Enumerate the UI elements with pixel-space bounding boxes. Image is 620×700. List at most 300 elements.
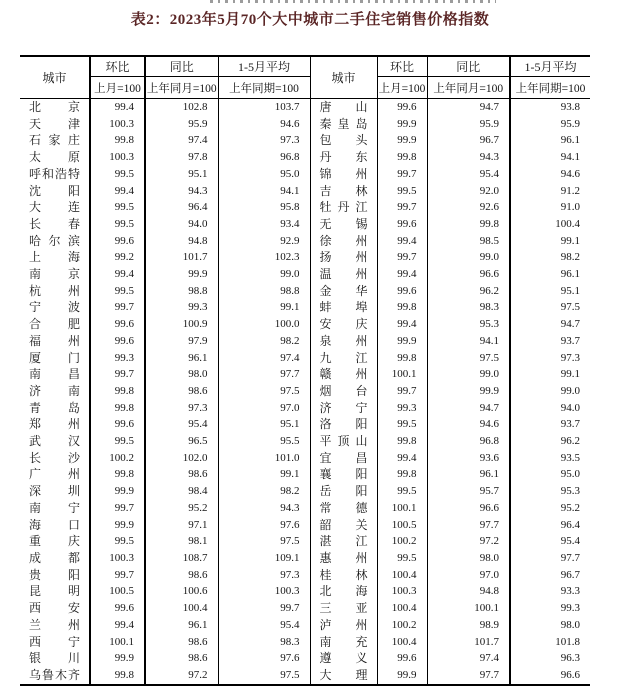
mom-value-cell: 100.1 — [377, 366, 427, 383]
mom-value-cell: 99.6 — [377, 283, 427, 300]
mom-value-cell: 100.5 — [377, 517, 427, 534]
mom-value-cell: 99.9 — [90, 483, 145, 500]
mom-value-cell: 99.9 — [377, 116, 427, 133]
yoy-value-cell: 97.1 — [145, 517, 218, 534]
mom-value-cell: 99.8 — [90, 667, 145, 685]
table-row — [20, 483, 590, 500]
table-row — [20, 216, 590, 233]
avg-value-cell: 97.5 — [218, 383, 310, 400]
avg-value-cell: 98.3 — [218, 634, 310, 651]
mom-value-cell: 100.1 — [90, 634, 145, 651]
yoy-value-cell: 95.9 — [145, 116, 218, 133]
avg-column-header-right: 1-5月平均 — [510, 56, 590, 77]
mom-value-cell: 99.6 — [90, 233, 145, 250]
avg-value-cell: 97.5 — [560, 301, 580, 314]
price-index-table — [20, 55, 590, 686]
city-cell: 北京 — [20, 99, 90, 116]
yoy-value-cell: 95.3 — [427, 316, 510, 333]
yoy-value-cell: 98.6 — [145, 567, 218, 584]
city-cell: 泸州 — [310, 617, 377, 634]
avg-value-cell: 97.3 — [560, 351, 580, 364]
avg-value-cell: 95.3 — [560, 485, 580, 498]
avg-base-label-left: 上年同期=100 — [218, 77, 310, 99]
yoy-value-cell: 97.2 — [145, 667, 218, 685]
city-cell: 烟台 — [310, 383, 377, 400]
mom-value-cell: 100.5 — [90, 583, 145, 600]
mom-value-cell: 99.4 — [90, 266, 145, 283]
mom-value-cell: 99.9 — [90, 517, 145, 534]
table-row — [20, 500, 590, 517]
avg-value-cell: 94.7 — [560, 318, 580, 331]
avg-value-cell: 91.0 — [560, 201, 580, 214]
yoy-value-cell: 97.5 — [427, 350, 510, 367]
city-cell: 银川 — [20, 650, 90, 667]
city-cell: 南充 — [310, 634, 377, 651]
city-cell: 徐州 — [310, 233, 377, 250]
cropped-text-fragment — [210, 0, 496, 3]
city-cell: 呼和浩特 — [20, 166, 90, 183]
city-cell: 济南 — [20, 383, 90, 400]
avg-value-cell: 97.7 — [218, 366, 310, 383]
mom-value-cell: 99.6 — [90, 333, 145, 350]
yoy-value-cell: 97.7 — [427, 517, 510, 534]
yoy-value-cell: 98.0 — [145, 366, 218, 383]
city-cell: 深圳 — [20, 483, 90, 500]
yoy-value-cell: 94.7 — [427, 99, 510, 116]
yoy-value-cell: 96.7 — [427, 132, 510, 149]
avg-base-label-right: 上年同期=100 — [510, 77, 590, 99]
avg-value-cell: 94.6 — [560, 167, 580, 180]
yoy-value-cell: 94.8 — [427, 583, 510, 600]
mom-value-cell: 100.3 — [90, 550, 145, 567]
city-cell: 温州 — [310, 266, 377, 283]
yoy-value-cell: 98.6 — [145, 383, 218, 400]
avg-value-cell: 93.7 — [560, 334, 580, 347]
avg-value-cell: 97.6 — [218, 650, 310, 667]
city-cell: 秦皇岛 — [310, 116, 377, 133]
mom-value-cell: 99.9 — [377, 333, 427, 350]
mom-value-cell: 99.9 — [377, 132, 427, 149]
yoy-value-cell: 99.0 — [427, 249, 510, 266]
yoy-value-cell: 98.6 — [145, 650, 218, 667]
city-cell: 九江 — [310, 350, 377, 367]
table-row — [20, 132, 590, 149]
mom-base-label-right: 上月=100 — [377, 77, 427, 99]
table-row — [20, 116, 590, 133]
mom-value-cell: 99.5 — [90, 533, 145, 550]
yoy-value-cell: 94.0 — [145, 216, 218, 233]
avg-value-cell: 93.5 — [560, 451, 580, 464]
yoy-value-cell: 96.1 — [145, 350, 218, 367]
table-header — [20, 56, 590, 99]
table-row — [20, 299, 590, 316]
table-row — [20, 233, 590, 250]
mom-value-cell: 99.8 — [377, 299, 427, 316]
mom-value-cell: 99.8 — [377, 433, 427, 450]
city-cell: 合肥 — [20, 316, 90, 333]
table-row — [20, 533, 590, 550]
mom-value-cell: 100.2 — [377, 533, 427, 550]
city-cell: 大理 — [310, 667, 377, 685]
mom-value-cell: 100.2 — [90, 450, 145, 467]
city-cell: 海口 — [20, 517, 90, 534]
city-cell: 乌鲁木齐 — [20, 667, 90, 685]
city-cell: 三亚 — [310, 600, 377, 617]
city-cell: 重庆 — [20, 533, 90, 550]
yoy-value-cell: 99.3 — [145, 299, 218, 316]
yoy-value-cell: 95.2 — [145, 500, 218, 517]
city-cell: 昆明 — [20, 583, 90, 600]
avg-value-cell: 94.1 — [218, 183, 310, 200]
city-cell: 安庆 — [310, 316, 377, 333]
avg-column-header-left: 1-5月平均 — [218, 56, 310, 77]
city-cell: 牡丹江 — [310, 199, 377, 216]
mom-value-cell: 99.5 — [90, 283, 145, 300]
avg-value-cell: 103.7 — [218, 99, 310, 116]
yoy-value-cell: 98.9 — [427, 617, 510, 634]
yoy-value-cell: 98.0 — [427, 550, 510, 567]
mom-value-cell: 99.5 — [90, 166, 145, 183]
avg-value-cell: 99.7 — [218, 600, 310, 617]
mom-value-cell: 99.4 — [90, 617, 145, 634]
yoy-value-cell: 97.4 — [427, 650, 510, 667]
avg-value-cell: 100.4 — [555, 217, 580, 230]
table-row — [20, 350, 590, 367]
city-column-header-left: 城市 — [20, 56, 90, 99]
avg-value-cell: 98.8 — [218, 283, 310, 300]
mom-value-cell: 99.8 — [90, 132, 145, 149]
header-row-groups — [20, 56, 590, 77]
yoy-value-cell: 99.9 — [427, 383, 510, 400]
page-title: 表2：2023年5月70个大中城市二手住宅销售价格指数 — [130, 12, 490, 28]
city-cell: 上海 — [20, 249, 90, 266]
avg-value-cell: 97.6 — [218, 517, 310, 534]
avg-value-cell: 97.7 — [560, 551, 580, 564]
yoy-value-cell: 98.6 — [145, 466, 218, 483]
mom-value-cell: 99.5 — [377, 183, 427, 200]
city-cell: 天津 — [20, 116, 90, 133]
mom-column-header-left: 环比 — [90, 56, 145, 77]
yoy-value-cell: 99.9 — [145, 266, 218, 283]
table-row — [20, 450, 590, 467]
city-cell: 韶关 — [310, 517, 377, 534]
yoy-value-cell: 100.1 — [427, 600, 510, 617]
mom-value-cell: 100.4 — [377, 600, 427, 617]
yoy-column-header-left: 同比 — [145, 56, 218, 77]
yoy-value-cell: 98.1 — [145, 533, 218, 550]
yoy-value-cell: 94.8 — [145, 233, 218, 250]
mom-value-cell: 99.4 — [377, 233, 427, 250]
avg-value-cell: 95.4 — [218, 617, 310, 634]
yoy-value-cell: 98.5 — [427, 233, 510, 250]
avg-value-cell: 98.0 — [560, 618, 580, 631]
mom-value-cell: 99.5 — [377, 483, 427, 500]
mom-value-cell: 99.7 — [90, 366, 145, 383]
yoy-value-cell: 95.9 — [427, 116, 510, 133]
table-row — [20, 550, 590, 567]
yoy-value-cell: 96.6 — [427, 266, 510, 283]
yoy-value-cell: 97.0 — [427, 567, 510, 584]
table-row — [20, 667, 590, 685]
table-row — [20, 249, 590, 266]
avg-value-cell: 96.8 — [218, 149, 310, 166]
yoy-value-cell: 98.3 — [427, 299, 510, 316]
avg-value-cell: 96.7 — [560, 568, 580, 581]
yoy-value-cell: 94.7 — [427, 400, 510, 417]
mom-value-cell: 99.6 — [377, 216, 427, 233]
avg-value-cell: 96.2 — [560, 435, 580, 448]
avg-value-cell: 99.3 — [560, 602, 580, 615]
city-cell: 哈尔滨 — [20, 233, 90, 250]
city-column-header-right: 城市 — [310, 56, 377, 99]
table-row — [20, 266, 590, 283]
table-row — [20, 166, 590, 183]
yoy-value-cell: 96.1 — [427, 466, 510, 483]
city-cell: 包头 — [310, 132, 377, 149]
yoy-column-header-right: 同比 — [427, 56, 510, 77]
avg-value-cell: 97.5 — [218, 667, 310, 685]
mom-value-cell: 100.3 — [377, 583, 427, 600]
table-row — [20, 99, 590, 116]
mom-value-cell: 100.1 — [377, 500, 427, 517]
mom-value-cell: 99.7 — [377, 199, 427, 216]
yoy-value-cell: 96.2 — [427, 283, 510, 300]
city-cell: 沈阳 — [20, 183, 90, 200]
yoy-value-cell: 100.9 — [145, 316, 218, 333]
city-cell: 兰州 — [20, 617, 90, 634]
yoy-value-cell: 95.1 — [145, 166, 218, 183]
mom-value-cell: 100.4 — [377, 567, 427, 584]
city-cell: 福州 — [20, 333, 90, 350]
avg-value-cell: 96.4 — [560, 518, 580, 531]
avg-value-cell: 91.2 — [560, 184, 580, 197]
table-row — [20, 199, 590, 216]
mom-value-cell: 99.8 — [377, 350, 427, 367]
avg-value-cell: 97.5 — [218, 533, 310, 550]
yoy-value-cell: 96.4 — [145, 199, 218, 216]
mom-value-cell: 99.7 — [377, 249, 427, 266]
mom-value-cell: 100.2 — [377, 617, 427, 634]
mom-value-cell: 99.5 — [90, 433, 145, 450]
mom-value-cell: 99.8 — [90, 466, 145, 483]
avg-value-cell: 96.1 — [560, 134, 580, 147]
avg-value-cell: 93.3 — [560, 585, 580, 598]
yoy-value-cell: 92.0 — [427, 183, 510, 200]
city-cell: 平顶山 — [310, 433, 377, 450]
city-cell: 惠州 — [310, 550, 377, 567]
city-cell: 锦州 — [310, 166, 377, 183]
mom-value-cell: 99.8 — [377, 466, 427, 483]
avg-value-cell: 96.6 — [560, 668, 580, 681]
avg-value-cell: 102.3 — [218, 249, 310, 266]
yoy-value-cell: 94.3 — [145, 183, 218, 200]
city-cell: 遵义 — [310, 650, 377, 667]
city-cell: 吉林 — [310, 183, 377, 200]
city-cell: 扬州 — [310, 249, 377, 266]
yoy-value-cell: 97.2 — [427, 533, 510, 550]
table-row — [20, 416, 590, 433]
mom-value-cell: 99.6 — [377, 650, 427, 667]
city-cell: 湛江 — [310, 533, 377, 550]
yoy-value-cell: 92.6 — [427, 199, 510, 216]
mom-column-header-right: 环比 — [377, 56, 427, 77]
table-row — [20, 583, 590, 600]
mom-value-cell: 99.8 — [377, 149, 427, 166]
table-row — [20, 149, 590, 166]
city-cell: 济宁 — [310, 400, 377, 417]
yoy-value-cell: 95.4 — [145, 416, 218, 433]
yoy-value-cell: 96.5 — [145, 433, 218, 450]
yoy-value-cell: 95.4 — [427, 166, 510, 183]
avg-value-cell: 99.1 — [218, 299, 310, 316]
table-row — [20, 634, 590, 651]
avg-value-cell: 96.1 — [560, 268, 580, 281]
city-cell: 岳阳 — [310, 483, 377, 500]
avg-value-cell: 109.1 — [218, 550, 310, 567]
yoy-value-cell: 94.1 — [427, 333, 510, 350]
city-cell: 广州 — [20, 466, 90, 483]
avg-value-cell: 95.4 — [560, 535, 580, 548]
mom-value-cell: 99.6 — [90, 416, 145, 433]
city-cell: 襄阳 — [310, 466, 377, 483]
yoy-value-cell: 100.4 — [145, 600, 218, 617]
yoy-base-label-left: 上年同月=100 — [145, 77, 218, 99]
mom-value-cell: 99.4 — [377, 316, 427, 333]
yoy-value-cell: 101.7 — [145, 249, 218, 266]
yoy-value-cell: 99.8 — [427, 216, 510, 233]
avg-value-cell: 94.0 — [560, 401, 580, 414]
city-cell: 蚌埠 — [310, 299, 377, 316]
mom-value-cell: 99.5 — [377, 416, 427, 433]
avg-value-cell: 95.9 — [560, 117, 580, 130]
avg-value-cell: 99.1 — [560, 234, 580, 247]
mom-value-cell: 99.8 — [90, 383, 145, 400]
avg-value-cell: 97.0 — [218, 400, 310, 417]
avg-value-cell: 95.0 — [218, 166, 310, 183]
table-row — [20, 433, 590, 450]
avg-value-cell: 94.1 — [560, 151, 580, 164]
avg-value-cell: 95.0 — [560, 468, 580, 481]
yoy-base-label-right: 上年同月=100 — [427, 77, 510, 99]
mom-value-cell: 99.5 — [90, 199, 145, 216]
mom-value-cell: 99.5 — [90, 216, 145, 233]
mom-base-label-left: 上月=100 — [90, 77, 145, 99]
yoy-value-cell: 97.7 — [427, 667, 510, 685]
mom-value-cell: 99.7 — [377, 166, 427, 183]
city-cell: 桂林 — [310, 567, 377, 584]
yoy-value-cell: 98.4 — [145, 483, 218, 500]
table-row — [20, 333, 590, 350]
city-cell: 大连 — [20, 199, 90, 216]
table-row — [20, 283, 590, 300]
city-cell: 丹东 — [310, 149, 377, 166]
yoy-value-cell: 97.3 — [145, 400, 218, 417]
city-cell: 北海 — [310, 583, 377, 600]
table-row — [20, 183, 590, 200]
table-row — [20, 600, 590, 617]
table-row — [20, 617, 590, 634]
city-cell: 西安 — [20, 600, 90, 617]
mom-value-cell: 99.4 — [377, 450, 427, 467]
mom-value-cell: 99.7 — [90, 567, 145, 584]
yoy-value-cell: 100.6 — [145, 583, 218, 600]
avg-value-cell: 93.8 — [560, 101, 580, 113]
mom-value-cell: 100.3 — [90, 149, 145, 166]
avg-value-cell: 99.0 — [560, 384, 580, 397]
avg-value-cell: 101.8 — [555, 635, 580, 648]
mom-value-cell: 99.4 — [377, 266, 427, 283]
avg-value-cell: 97.4 — [218, 350, 310, 367]
mom-value-cell: 99.9 — [377, 667, 427, 685]
mom-value-cell: 100.4 — [377, 634, 427, 651]
avg-value-cell: 93.4 — [218, 216, 310, 233]
avg-value-cell: 100.3 — [218, 583, 310, 600]
yoy-value-cell: 98.8 — [145, 283, 218, 300]
yoy-value-cell: 99.0 — [427, 366, 510, 383]
avg-value-cell: 98.2 — [560, 251, 580, 264]
yoy-value-cell: 98.6 — [145, 634, 218, 651]
avg-value-cell: 97.3 — [218, 132, 310, 149]
mom-value-cell: 99.4 — [90, 99, 145, 116]
mom-value-cell: 100.3 — [90, 116, 145, 133]
city-cell: 厦门 — [20, 350, 90, 367]
city-cell: 太原 — [20, 149, 90, 166]
yoy-value-cell: 102.0 — [145, 450, 218, 467]
avg-value-cell: 95.1 — [560, 284, 580, 297]
city-cell: 石家庄 — [20, 132, 90, 149]
yoy-value-cell: 96.8 — [427, 433, 510, 450]
city-cell: 贵阳 — [20, 567, 90, 584]
yoy-value-cell: 108.7 — [145, 550, 218, 567]
city-cell: 成都 — [20, 550, 90, 567]
yoy-value-cell: 93.6 — [427, 450, 510, 467]
mom-value-cell: 99.2 — [90, 249, 145, 266]
table-row — [20, 650, 590, 667]
table-row — [20, 466, 590, 483]
avg-value-cell: 97.3 — [218, 567, 310, 584]
mom-value-cell: 99.4 — [90, 183, 145, 200]
yoy-value-cell: 102.8 — [145, 99, 218, 116]
avg-value-cell: 93.7 — [560, 418, 580, 431]
yoy-value-cell: 97.8 — [145, 149, 218, 166]
city-cell: 无锡 — [310, 216, 377, 233]
avg-value-cell: 96.3 — [560, 652, 580, 665]
yoy-value-cell: 101.7 — [427, 634, 510, 651]
avg-value-cell: 99.1 — [218, 466, 310, 483]
mom-value-cell: 99.7 — [90, 299, 145, 316]
avg-value-cell: 95.8 — [218, 199, 310, 216]
city-cell: 南宁 — [20, 500, 90, 517]
city-cell: 西宁 — [20, 634, 90, 651]
avg-value-cell: 99.1 — [560, 368, 580, 381]
mom-value-cell: 99.6 — [90, 316, 145, 333]
table-row — [20, 383, 590, 400]
table-body — [20, 99, 590, 685]
mom-value-cell: 99.6 — [90, 600, 145, 617]
avg-value-cell: 98.2 — [218, 333, 310, 350]
yoy-value-cell: 95.7 — [427, 483, 510, 500]
avg-value-cell: 92.9 — [218, 233, 310, 250]
avg-value-cell: 100.0 — [218, 316, 310, 333]
city-cell: 青岛 — [20, 400, 90, 417]
avg-value-cell: 95.2 — [560, 501, 580, 514]
table-row — [20, 567, 590, 584]
mom-value-cell: 99.3 — [90, 350, 145, 367]
city-cell: 金华 — [310, 283, 377, 300]
city-cell: 洛阳 — [310, 416, 377, 433]
city-cell: 宜昌 — [310, 450, 377, 467]
avg-value-cell: 95.1 — [218, 416, 310, 433]
